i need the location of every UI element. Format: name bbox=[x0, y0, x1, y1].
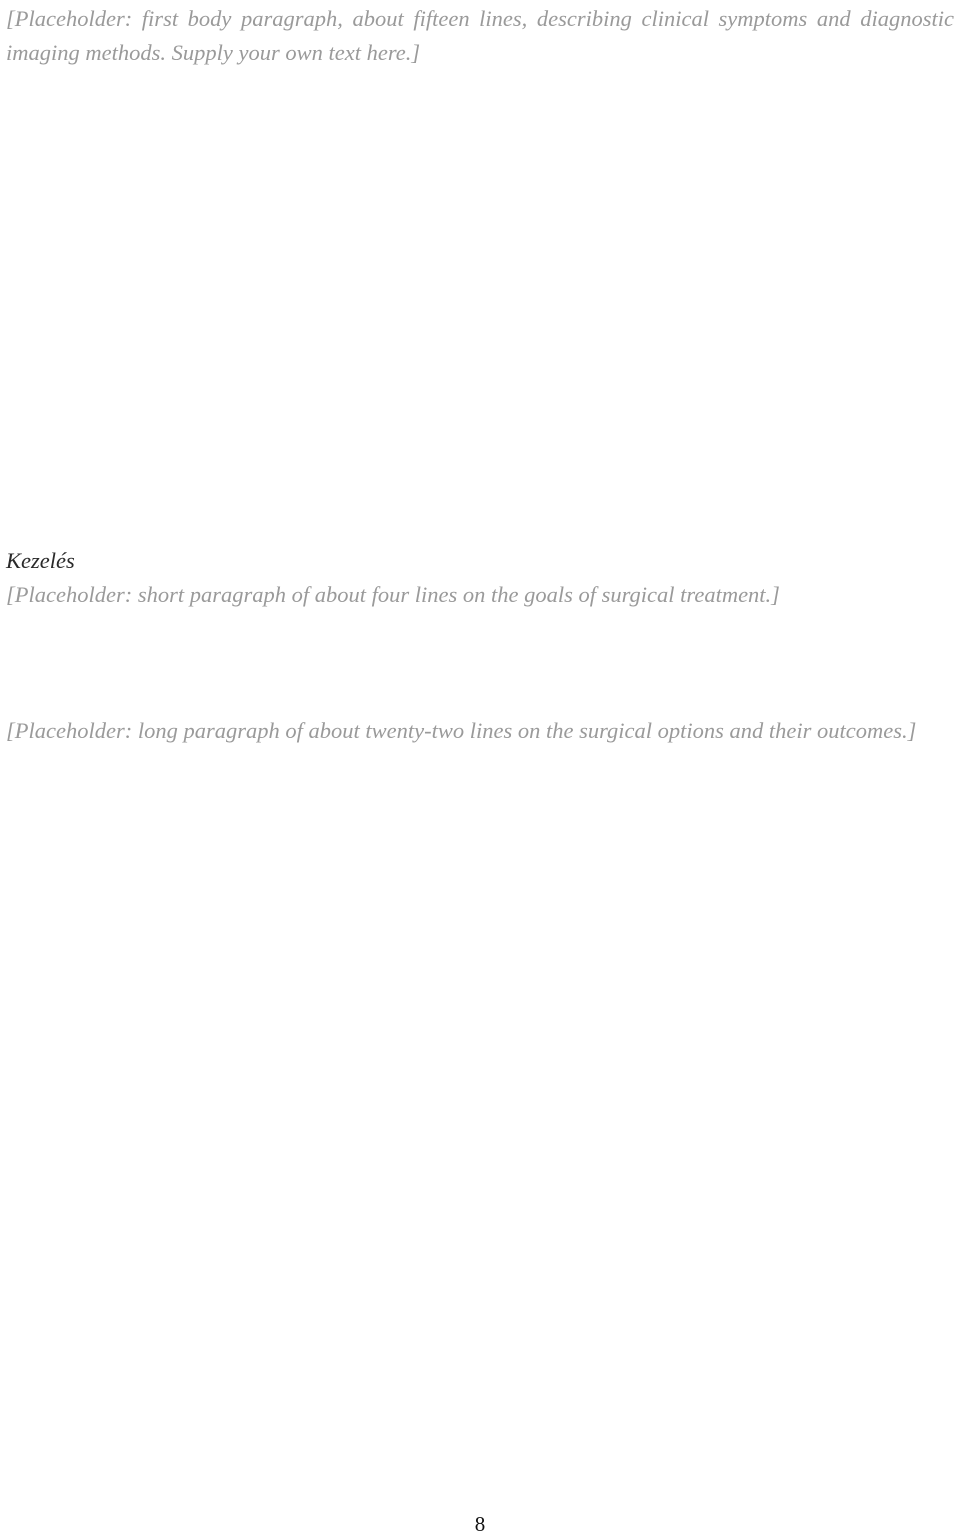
page-number: 8 bbox=[474, 1512, 486, 1536]
section-heading: Kezelés bbox=[6, 548, 75, 573]
body-paragraph-3: [Placeholder: long paragraph of about twenty-two lines on the surgical options and their outcomes.] bbox=[6, 718, 917, 743]
document-page bbox=[6, 0, 954, 1537]
body-paragraph-2: [Placeholder: short paragraph of about four lines on the goals of surgical treatment.] bbox=[6, 582, 780, 607]
body-paragraph-1: [Placeholder: first body paragraph, about fifteen lines, describing clinical symptoms and diagnostic imaging methods. Supply your own text here.] bbox=[6, 6, 954, 65]
